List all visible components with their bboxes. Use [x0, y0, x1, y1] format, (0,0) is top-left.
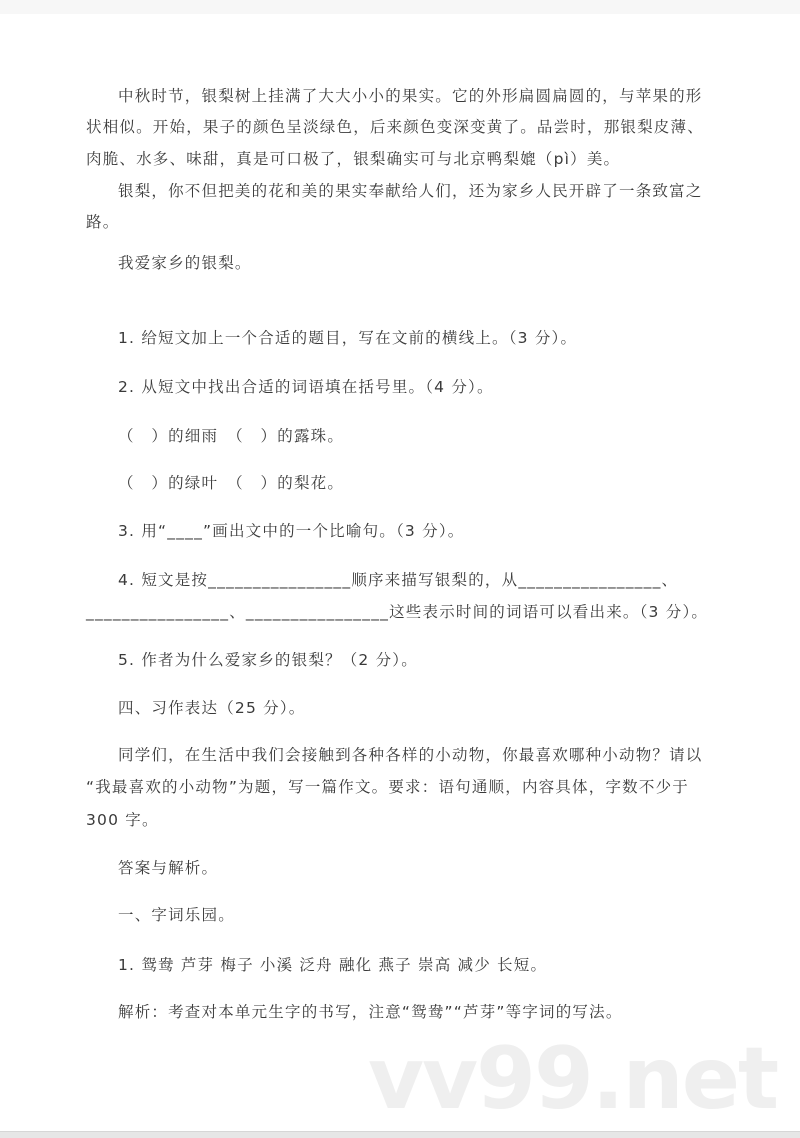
question-2: 2. 从短文中找出合适的词语填在括号里。（4 分）。 [118, 378, 494, 396]
question-5: 5. 作者为什么爱家乡的银梨？（2 分）。 [118, 651, 418, 669]
analysis-line: 解析：考查对本单元生字的书写，注意“鸳鸯”“芦芽”等字词的写法。 [118, 1003, 623, 1021]
fill-blank-line: （ ）的绿叶 （ ）的梨花。 [118, 474, 345, 492]
paragraph-line: 状相似。开始，果子的颜色呈淡绿色，后来颜色变深变黄了。品尝时，那银梨皮薄、 [86, 118, 704, 136]
section-heading: 四、习作表达（25 分）。 [118, 699, 306, 717]
question-3: 3. 用“____”画出文中的一个比喻句。（3 分）。 [118, 522, 465, 540]
paragraph-line: 我爱家乡的银梨。 [118, 254, 252, 272]
answer-line: 1. 鸳鸯 芦芽 梅子 小溪 泛舟 融化 燕子 崇高 减少 长短。 [118, 956, 548, 974]
watermark: vv99.net [368, 1029, 778, 1129]
question-1: 1. 给短文加上一个合适的题目，写在文前的横线上。（3 分）。 [118, 329, 578, 347]
fill-blank-line: （ ）的细雨 （ ）的露珠。 [118, 427, 345, 445]
paragraph-line: 肉脆、水多、味甜，真是可口极了，银梨确实可与北京鸭梨媲（pì）美。 [86, 150, 621, 168]
paragraph-line: 同学们，在生活中我们会接触到各种各样的小动物，你最喜欢哪种小动物？请以 [118, 746, 703, 764]
question-4: 4. 短文是按________________顺序来描写银梨的，从________________、 [118, 571, 679, 589]
paragraph-line: 中秋时节，银梨树上挂满了大大小小的果实。它的外形扁圆扁圆的，与苹果的形 [118, 87, 703, 105]
section-heading: 一、字词乐园。 [118, 906, 235, 924]
question-4-cont: ________________、________________这些表示时间的词语可以看出来。（3 分）。 [86, 603, 709, 621]
answers-heading: 答案与解析。 [118, 859, 219, 877]
paragraph-line: 银梨，你不但把美的花和美的果实奉献给人们，还为家乡人民开辟了一条致富之 [118, 182, 703, 200]
paragraph-line: 路。 [86, 213, 120, 231]
paragraph-line: 300 字。 [86, 811, 159, 829]
page-top-edge [0, 0, 800, 14]
paragraph-line: “我最喜欢的小动物”为题，写一篇作文。要求：语句通顺，内容具体，字数不少于 [86, 778, 689, 796]
